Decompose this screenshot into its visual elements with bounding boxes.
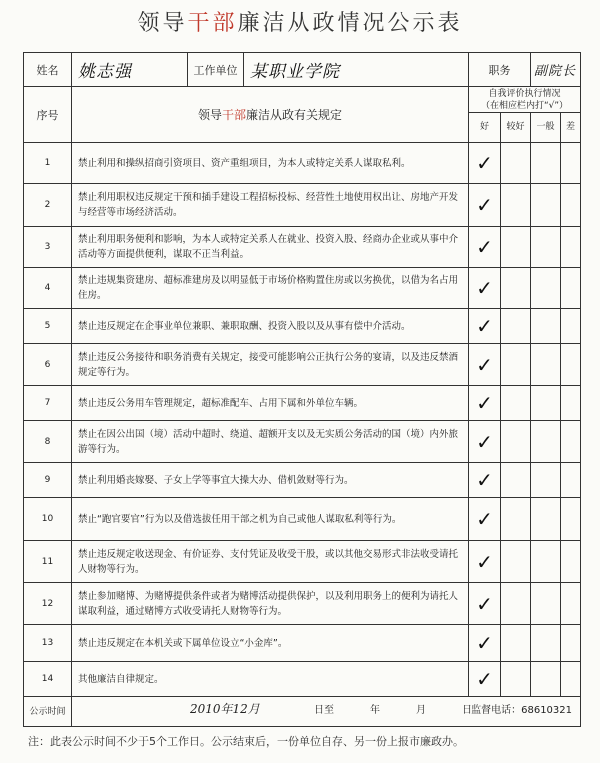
- row-number: 10: [24, 498, 72, 541]
- row-number: 11: [24, 541, 72, 583]
- rating-check-mark[interactable]: ✓: [469, 344, 501, 386]
- rule-text: 禁止利用职务便利和影响，为本人或特定关系人在就业、投资入股、经商办企业或从事中介活动等方面提供便利，谋取不正当利益。: [72, 227, 469, 268]
- table-row: [24, 463, 581, 498]
- rating-cell[interactable]: [561, 386, 581, 421]
- rating-cell[interactable]: [561, 421, 581, 463]
- rating-check-mark[interactable]: ✓: [469, 625, 501, 662]
- rating-cell[interactable]: [531, 625, 561, 662]
- table-row: [24, 143, 581, 184]
- rating-check-mark[interactable]: ✓: [469, 421, 501, 463]
- position-label: 职务: [469, 53, 531, 87]
- footer-row: [24, 697, 581, 727]
- rating-check-mark[interactable]: ✓: [469, 386, 501, 421]
- rule-text: 禁止利用和操纵招商引资项目、资产重组项目，为本人或特定关系人谋取私利。: [72, 143, 469, 184]
- rating-cell[interactable]: [501, 386, 531, 421]
- table-row: [24, 268, 581, 309]
- row-number: 13: [24, 625, 72, 662]
- rating-cell[interactable]: [561, 583, 581, 625]
- row-number: 6: [24, 344, 72, 386]
- rule-text: 禁止违反规定在本机关或下属单位设立“小金库”。: [72, 625, 469, 662]
- rating-cell[interactable]: [501, 421, 531, 463]
- rating-cell[interactable]: [501, 143, 531, 184]
- rating-check-mark[interactable]: ✓: [469, 583, 501, 625]
- title-suffix: 廉洁从政情况公示表: [237, 11, 463, 36]
- row-number: 5: [24, 309, 72, 344]
- rating-fairly-good: 较好: [501, 113, 531, 143]
- row-number: 7: [24, 386, 72, 421]
- rating-good: 好: [469, 113, 501, 143]
- table-row: [24, 227, 581, 268]
- rating-cell[interactable]: [561, 309, 581, 344]
- table-row: [24, 386, 581, 421]
- rule-text: 禁止违反规定收送现金、有价证券、支付凭证及收受干股，或以其他交易形式非法收受请托人财物等行为。: [72, 541, 469, 583]
- rating-cell[interactable]: [501, 498, 531, 541]
- rating-cell[interactable]: [561, 227, 581, 268]
- unit-value: 某职业学院: [244, 53, 469, 87]
- table-row: [24, 662, 581, 697]
- rating-cell[interactable]: [531, 421, 561, 463]
- title-prefix: 领导: [137, 11, 188, 36]
- publicity-period: [72, 697, 581, 727]
- rating-cell[interactable]: [531, 541, 561, 583]
- rating-cell[interactable]: [501, 227, 531, 268]
- rating-cell[interactable]: [561, 344, 581, 386]
- rule-text: 禁止利用婚丧嫁娶、子女上学等事宜大操大办、借机敛财等行为。: [72, 463, 469, 498]
- table-row: [24, 625, 581, 662]
- row-number: 2: [24, 184, 72, 227]
- table-row: [24, 184, 581, 227]
- rating-cell[interactable]: [531, 227, 561, 268]
- col-no: 序号: [24, 87, 72, 143]
- rating-check-mark[interactable]: ✓: [469, 184, 501, 227]
- rating-cell[interactable]: [561, 184, 581, 227]
- publicity-time-label: 公示时间: [24, 697, 72, 727]
- row-number: 3: [24, 227, 72, 268]
- rating-cell[interactable]: [501, 268, 531, 309]
- rule-text: 其他廉洁自律规定。: [72, 662, 469, 697]
- rating-cell[interactable]: [561, 625, 581, 662]
- rating-cell[interactable]: [501, 344, 531, 386]
- rating-cell[interactable]: [531, 463, 561, 498]
- col-self-eval: [469, 87, 581, 113]
- rating-check-mark[interactable]: ✓: [469, 541, 501, 583]
- rating-check-mark[interactable]: ✓: [469, 309, 501, 344]
- rating-check-mark[interactable]: ✓: [469, 143, 501, 184]
- rule-text: 禁止违反公务用车管理规定，超标准配车、占用下属和外单位车辆。: [72, 386, 469, 421]
- col-rules-prefix: 领导: [197, 108, 222, 122]
- table-row: [24, 421, 581, 463]
- date-part: 年: [370, 705, 380, 716]
- rating-cell[interactable]: [561, 498, 581, 541]
- rating-cell[interactable]: [501, 541, 531, 583]
- form-title: [0, 6, 600, 37]
- header-row: [24, 53, 581, 87]
- rating-cell[interactable]: [561, 541, 581, 583]
- table-row: [24, 498, 581, 541]
- self-eval-hint: （在相应栏内打“√”）: [480, 100, 569, 111]
- column-header-row-1: [24, 87, 581, 113]
- rating-poor: 差: [561, 113, 581, 143]
- rating-cell[interactable]: [561, 268, 581, 309]
- rating-cell[interactable]: [531, 662, 561, 697]
- rule-text: 禁止违规集资建房、超标准建房及以明显低于市场价格购置住房或以劣换优，以借为名占用住房。: [72, 268, 469, 309]
- rule-text: 禁止违反公务接待和职务消费有关规定，接受可能影响公正执行公务的宴请，以及违反禁酒规定等行为。: [72, 344, 469, 386]
- rating-check-mark[interactable]: ✓: [469, 463, 501, 498]
- rating-cell[interactable]: [561, 463, 581, 498]
- rating-cell[interactable]: [531, 184, 561, 227]
- disclosure-table: [23, 52, 581, 727]
- table-row: [24, 583, 581, 625]
- supervision-phone: 监督电话：68610321: [471, 705, 573, 716]
- col-rules: [72, 87, 469, 143]
- row-number: 12: [24, 583, 72, 625]
- rating-cell[interactable]: [531, 583, 561, 625]
- rating-cell[interactable]: [531, 498, 561, 541]
- table-row: [24, 344, 581, 386]
- unit-label: 工作单位: [188, 53, 244, 87]
- rule-text: 禁止利用职权违反规定干预和插手建设工程招标投标、经营性土地使用权出让、房地产开发与经营等市场经济活动。: [72, 184, 469, 227]
- date-part: 日: [462, 705, 472, 716]
- rule-text: 禁止违反规定在企事业单位兼职、兼职取酬、投资入股以及从事有偿中介活动。: [72, 309, 469, 344]
- footnote: 注：此表公示时间不少于5个工作日。公示结束后，一份单位自存、另一份上报市廉政办。: [28, 735, 464, 748]
- date-part: 月: [416, 705, 426, 716]
- row-number: 14: [24, 662, 72, 697]
- rating-average: 一般: [531, 113, 561, 143]
- rating-check-mark[interactable]: ✓: [469, 227, 501, 268]
- rating-cell[interactable]: [501, 184, 531, 227]
- rule-text: 禁止在因公出国（境）活动中超时、绕道、超额开支以及无实质公务活动的国（境）内外旅游等行为。: [72, 421, 469, 463]
- self-eval-title: 自我评价执行情况: [488, 88, 561, 99]
- date-handwritten: 2010年12月: [190, 702, 260, 716]
- name-value: 姚志强: [72, 53, 188, 87]
- row-number: 8: [24, 421, 72, 463]
- rating-cell[interactable]: [531, 268, 561, 309]
- rating-cell[interactable]: [531, 143, 561, 184]
- rating-cell[interactable]: [531, 309, 561, 344]
- rating-check-mark[interactable]: ✓: [469, 498, 501, 541]
- rating-check-mark[interactable]: ✓: [469, 662, 501, 697]
- rating-cell[interactable]: [501, 625, 531, 662]
- rating-cell[interactable]: [501, 463, 531, 498]
- rule-text: 禁止“跑官要官”行为以及借选拔任用干部之机为自己或他人谋取私利等行为。: [72, 498, 469, 541]
- position-value: 副院长: [531, 53, 581, 87]
- rating-cell[interactable]: [531, 344, 561, 386]
- row-number: 9: [24, 463, 72, 498]
- table-row: [24, 541, 581, 583]
- col-rules-suffix: 廉洁从政有关规定: [246, 108, 343, 122]
- date-part: 日至: [314, 705, 334, 716]
- rating-cell[interactable]: [501, 662, 531, 697]
- rating-cell[interactable]: [561, 143, 581, 184]
- rating-cell[interactable]: [531, 386, 561, 421]
- row-number: 1: [24, 143, 72, 184]
- name-label: 姓名: [24, 53, 72, 87]
- col-rules-red: 干部: [221, 108, 246, 122]
- rating-cell[interactable]: [561, 662, 581, 697]
- row-number: 4: [24, 268, 72, 309]
- rating-check-mark[interactable]: ✓: [469, 268, 501, 309]
- rating-cell[interactable]: [501, 309, 531, 344]
- rule-text: 禁止参加赌博、为赌博提供条件或者为赌博活动提供保护，以及利用职务上的便利为请托人谋取利益，通过赌博方式收受请托人财物等行为。: [72, 583, 469, 625]
- title-red: 干部: [187, 11, 238, 36]
- table-row: [24, 309, 581, 344]
- rating-cell[interactable]: [501, 583, 531, 625]
